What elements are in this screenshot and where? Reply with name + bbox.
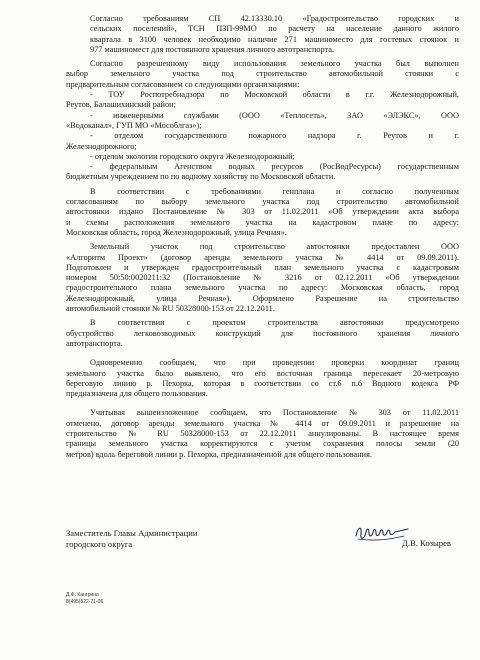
text-line: Учитывая вышеизложенное сообщаем, что Постановление № 303 от 11.02.2011 [90,408,459,418]
signatory-name: Д.В. Козырев [402,538,451,548]
text-line: автотранспорта. [66,338,123,348]
text-line: отменено, договор аренды земельного участка № 4414 от 09.09.2011 и разрешение на [66,418,459,428]
text-line: - ТОУ Роспотребнадзора по Московской области в г.г. Железнодорожный, [90,90,459,100]
text-line: автомобильной стоянки № RU 50328000-153 от 22.12.2011. [66,304,275,314]
text-line: Железнодорожного; [66,141,137,151]
text-line: В соответствии с требованиями генплана и согласно полученным [90,186,459,196]
text-line: В соответствии с проектом строительства автостоянки предусмотрено [90,318,459,328]
text-line: метров) вдоль береговой линии р. Пехорка, предназначенной для общего пользования. [66,449,373,459]
text-line: градостроительного плана земельного участка по адресу: Московская область, город [66,283,459,293]
text-line: Согласно разрешенному виду использования земельного участка был выполнен [90,59,459,69]
text-line: бюджетным учреждением по по водному хозяйству по Московской области. [66,172,336,182]
text-line: обустройство легковозводимых конструкций для постоянного хранения личного [66,328,459,338]
text-line: Подготовлен и утвержден градостроительный план земельного участка с кадастровым [66,262,459,272]
text-line: - инженерными службами (ООО «Теплосеть», ЗАО «ЭЛЭКС», ООО [90,110,459,120]
text-line: земельного участка было выявлено, что его восточная граница пересекает 20-метровую [66,368,459,378]
text-line: 977 машиномест для постоянного хранения личного автотранспорта. [90,44,335,54]
text-line: номером 50:50:0020211:32 (Постановление № 3216 от 02.12.2011 «Об утверждении [66,273,459,283]
paragraph-cancellation [66,408,459,459]
text-line: предварительным согласованием со следующими организациями: [66,79,300,89]
text-line: - федеральным Агенством водных ресурсов (РосВодРесурсы) государственным [90,162,459,172]
text-line: «Водоканал», ГУП МО «Мособлгаз»); [66,120,202,130]
text-line: Согласно требованиям СП 42.13330.10 «Градостроительство городских и [90,14,459,23]
text-line: - отделом экологии городского округа Железнодорожный; [90,151,295,161]
paragraph-site-selection [66,59,459,183]
paragraph-parking-requirements [66,14,459,55]
text-line: - отделом государственного пожарного надзора г. Реутов и г. [90,131,459,141]
text-line: предназначена для общего пользования. [66,389,208,399]
text-line: Железнодорожный, улица Речная»). Оформлено Разрешение на строительство [66,293,459,303]
text-line: Земельный участок под строительство автостоянки предоставлен ООО [90,242,459,252]
text-line: сельских поселений», ТСН ПЗП-99МО по расчету на население данного жилого [90,24,459,34]
paragraph-project-structures [66,318,459,349]
executor-name: Д.Ф. Кангрина [66,592,99,598]
executor-phone: 8(495)522-71-06 [66,598,104,605]
text-line: береговую линию р. Пехорка, которая в соответствии со ст.6 п.6 Водного кодекса РФ [66,378,459,388]
executor-footer [66,592,103,605]
paragraph-boundary-check [66,358,459,399]
text-line: выбор земельного участка под строительство автомобильной стоянки с [66,69,459,79]
text-line: и схемы расположения земельного участка на кадастровом плане по адресу: [66,217,459,227]
letter-body [66,14,459,460]
paragraph-land-lease [66,242,459,314]
text-line: согласованиям по выбору земельного участка под строительство автомобильной [66,197,459,207]
text-line: автостоянки издано Постановление № 303 от 11.02.2011 «Об утверждении акта выбора [66,207,459,217]
signatory-position [66,528,266,550]
text-line: Реутов, Балашихинский район; [66,100,176,110]
text-line: Московская область, город Железнодорожный, улица Речная». [66,227,287,237]
position-line: Заместитель Главы Администрации [66,528,198,538]
text-line: квартала в 3100 человек необходимо наличие 271 машиноместо для гостевых стоянок и [90,34,459,44]
paragraph-resolution-303 [66,187,459,238]
text-line: границы земельного участка корректируются с учетом сохранения полосы земли (20 [66,439,459,449]
text-line: «Алгоритм Проект» (договор аренды земельного участка № 4414 от 09.09.2011). [66,252,459,262]
text-line: Одновременно сообщаем, что при проведении проверки координат границ [90,358,459,368]
text-line: строительство № RU 50328000-153 от 22.12.2011 аннулированы. В настоящее время [66,428,459,438]
position-line: городского округа [66,539,133,549]
